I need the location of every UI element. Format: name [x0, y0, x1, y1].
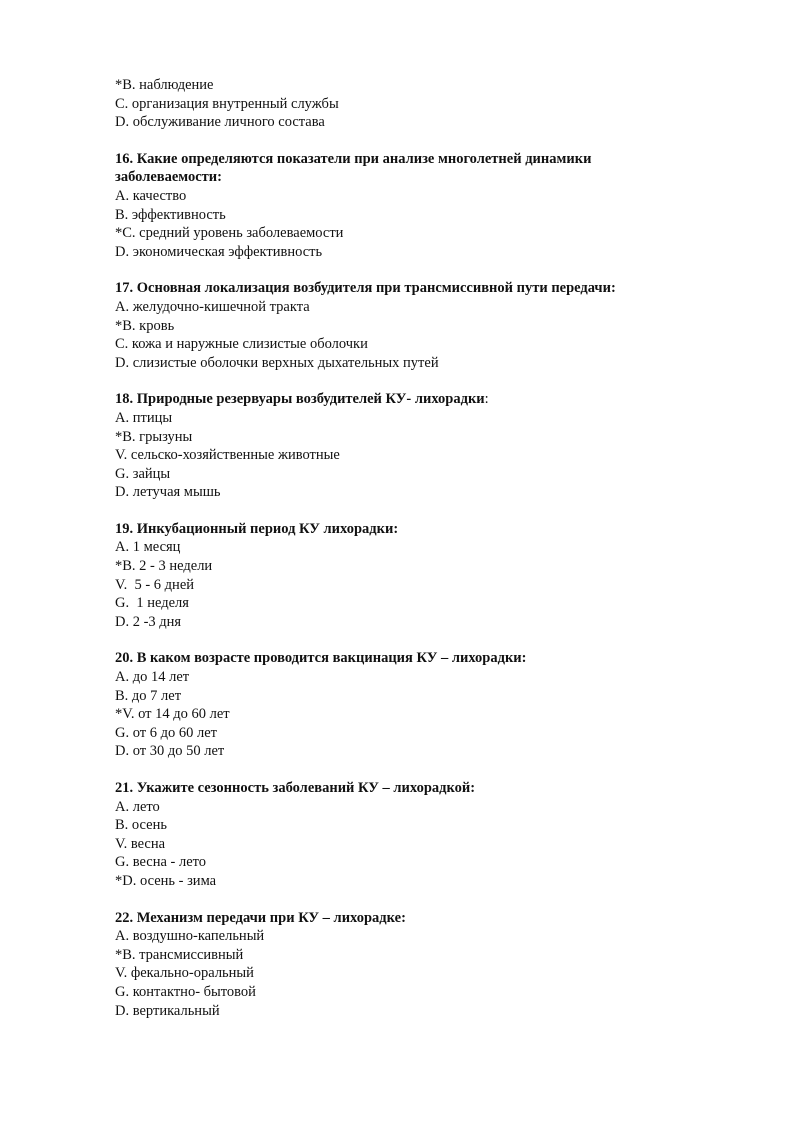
answer-option: *B. кровь — [115, 317, 175, 334]
answer-option: D. обслуживание личного состава — [115, 114, 325, 131]
answer-option: C. организация внутренный службы — [115, 95, 339, 112]
answer-option: *B. 2 - 3 недели — [115, 558, 213, 575]
question-number: 16. — [115, 150, 134, 167]
question-heading — [115, 649, 715, 668]
answer-option: V. весна — [115, 835, 166, 852]
question-number: 18. — [115, 391, 134, 408]
answer-option: D. экономическая эффективность — [115, 243, 323, 260]
answer-option: G. весна - лето — [115, 854, 207, 871]
answer-option: G. зайцы — [115, 465, 171, 482]
question-heading — [115, 390, 715, 409]
question-text: Укажите сезонность заболеваний КУ – лихорадкой: — [136, 780, 476, 796]
answer-option: D. слизистые оболочки верхных дыхательных путей — [115, 354, 439, 371]
question-block — [115, 390, 715, 502]
question-block — [115, 279, 715, 372]
question-text: Механизм передачи при КУ – лихорадке: — [136, 909, 406, 926]
question-block — [115, 520, 715, 632]
question-text: Природные резервуары возбудителей КУ- лихорадки — [136, 391, 485, 408]
answer-option: G. контактно- бытовой — [115, 983, 256, 1000]
answer-option: A. качество — [115, 187, 187, 204]
answer-option: A. воздушно-капельный — [115, 928, 265, 945]
question-block — [115, 649, 715, 761]
question-block — [115, 909, 715, 1021]
answer-option: A. до 14 лет — [115, 669, 190, 686]
question-heading — [115, 779, 715, 798]
question-suffix: : — [484, 391, 489, 408]
answer-option: B. до 7 лет — [115, 687, 182, 704]
answer-option: *B. наблюдение — [115, 77, 214, 93]
question-number: 22. — [115, 909, 134, 926]
answer-option: G. 1 неделя — [115, 595, 189, 612]
answer-option: *D. осень - зима — [115, 872, 217, 889]
lead-options — [115, 76, 715, 132]
answer-option: D. вертикальный — [115, 1002, 220, 1019]
question-text: Инкубационный период КУ лихорадки: — [136, 520, 399, 537]
question-list — [115, 150, 715, 1020]
answer-option: V. сельско-хозяйственные животные — [115, 447, 340, 464]
answer-option: G. от 6 до 60 лет — [115, 724, 218, 741]
question-text: Какие определяются показатели при анализе многолетней динамики — [136, 150, 592, 167]
answer-option: *B. трансмиссивный — [115, 946, 244, 963]
answer-option: A. 1 месяц — [115, 539, 181, 556]
question-text: Основная локализация возбудителя при трансмиссивной пути передачи: — [136, 280, 616, 297]
answer-option: D. от 30 до 50 лет — [115, 743, 225, 760]
answer-option: D. 2 -3 дня — [115, 613, 182, 630]
question-number: 21. — [115, 780, 134, 796]
answer-option: B. эффективность — [115, 206, 226, 223]
answer-option: *V. от 14 до 60 лет — [115, 706, 230, 723]
question-number: 19. — [115, 520, 134, 537]
answer-option: A. птицы — [115, 409, 173, 426]
question-text: заболеваемости: — [115, 169, 222, 186]
question-heading — [115, 909, 715, 928]
answer-option: *B. грызуны — [115, 428, 193, 445]
answer-option: B. осень — [115, 817, 167, 834]
question-block — [115, 150, 715, 262]
answer-option: V. 5 - 6 дней — [115, 576, 195, 593]
answer-option: A. желудочно-кишечной тракта — [115, 298, 310, 315]
question-text: В каком возрасте проводится вакцинация КУ – лихорадки: — [136, 650, 527, 667]
question-heading — [115, 150, 715, 187]
question-heading — [115, 520, 715, 539]
answer-option: C. кожа и наружные слизистые оболочки — [115, 336, 368, 353]
answer-option: *C. средний уровень заболеваемости — [115, 225, 344, 242]
question-block — [115, 779, 715, 891]
question-number: 17. — [115, 280, 134, 297]
document-page — [115, 76, 715, 1020]
answer-option: V. фекально-оральный — [115, 965, 254, 982]
answer-option: A. лето — [115, 798, 160, 815]
question-number: 20. — [115, 650, 134, 667]
answer-option: D. летучая мышь — [115, 484, 221, 501]
question-heading — [115, 279, 715, 298]
